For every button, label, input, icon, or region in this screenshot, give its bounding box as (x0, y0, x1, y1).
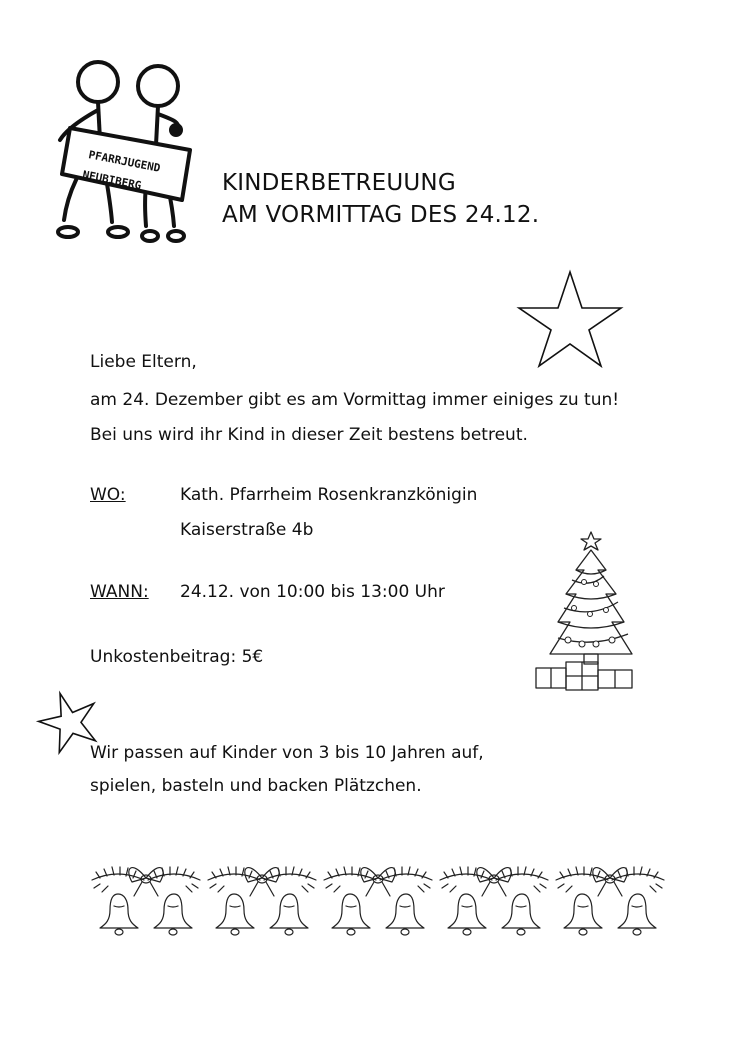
where-label: WO: (90, 485, 126, 505)
fee-text: Unkostenbeitrag: 5€ (90, 647, 264, 667)
bells-garland-icon (88, 850, 670, 948)
activities-line2: spielen, basteln und backen Plätzchen. (90, 776, 422, 796)
greeting: Liebe Eltern, (90, 352, 197, 372)
pfarrjugend-logo (40, 50, 210, 250)
intro-line1: am 24. Dezember gibt es am Vormittag immer einiges zu tun! (90, 390, 620, 410)
logo-sign-line2: NEUBIBERG (81, 168, 143, 193)
star-outline-icon (515, 268, 625, 368)
where-line1: Kath. Pfarrheim Rosenkranzkönigin (180, 485, 478, 505)
when-label: WANN: (90, 582, 149, 602)
logo-sign-line1: PFARRJUGEND (87, 148, 162, 175)
intro-line2: Bei uns wird ihr Kind in dieser Zeit bestens betreut. (90, 425, 528, 445)
activities-line1: Wir passen auf Kinder von 3 bis 10 Jahren auf, (90, 743, 484, 763)
christmas-tree-icon (532, 530, 642, 700)
where-line2: Kaiserstraße 4b (180, 520, 314, 540)
page-title-line1: KINDERBETREUUNG (222, 170, 456, 196)
page-title-line2: AM VORMITTAG DES 24.12. (222, 202, 540, 228)
when-value: 24.12. von 10:00 bis 13:00 Uhr (180, 582, 445, 602)
